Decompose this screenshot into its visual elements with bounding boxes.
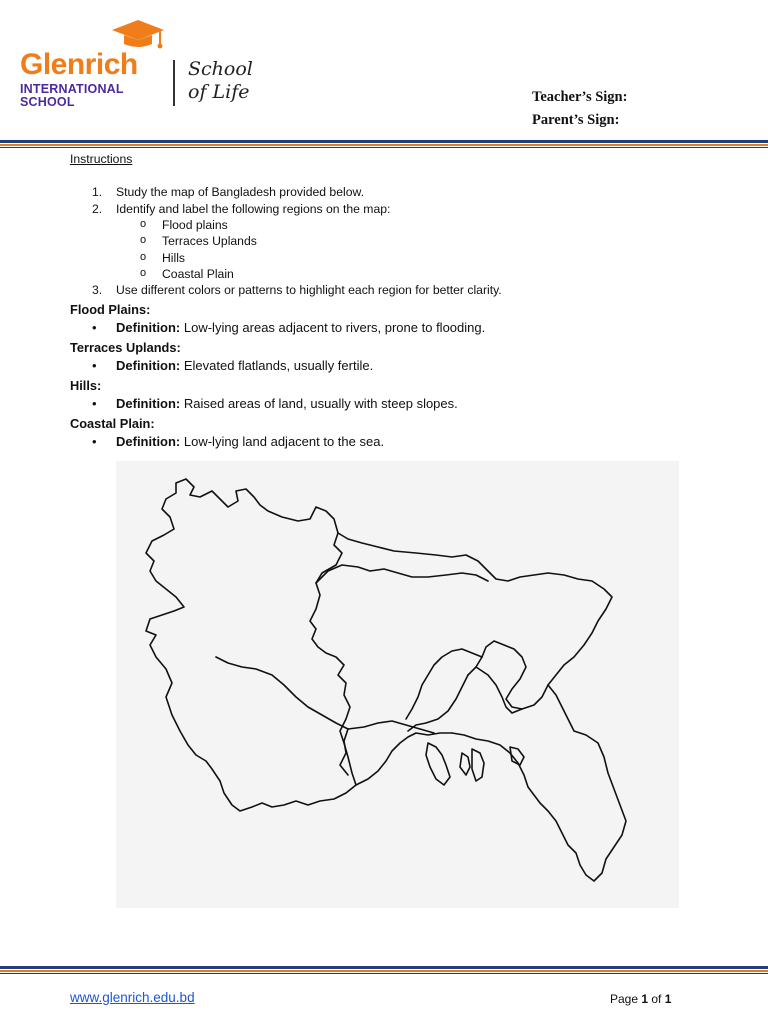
step-text: Identify and label the following regions on the map: — [116, 201, 391, 216]
definition-section — [70, 377, 710, 413]
website-link[interactable]: www.glenrich.edu.bd — [70, 990, 195, 1005]
page-number — [610, 992, 671, 1006]
division-line — [216, 657, 348, 729]
division-line — [406, 649, 482, 719]
sub-bullet: o — [140, 234, 147, 247]
division-line — [408, 675, 468, 731]
northeast-boundary — [338, 533, 612, 709]
logo-subtitle-line1: INTERNATIONAL — [20, 82, 124, 96]
definition-item — [70, 433, 710, 451]
definition-item — [70, 357, 710, 375]
page-prefix: Page — [610, 992, 642, 1006]
sub-bullet: o — [140, 250, 147, 263]
definition-label: Definition: — [116, 395, 181, 411]
bullet-icon: • — [92, 319, 97, 335]
coastal-boundary — [356, 733, 452, 785]
definition-label: Definition: — [116, 319, 181, 335]
logo-subtitle-line2: SCHOOL — [20, 95, 75, 109]
teacher-sign-label: Teacher’s Sign: — [532, 89, 628, 105]
step-number: 3. — [92, 283, 103, 298]
tagline — [188, 58, 253, 104]
division-line — [316, 565, 488, 583]
step-text: Study the map of Bangladesh provided below. — [116, 185, 364, 199]
region-label: Hills — [162, 250, 186, 265]
definition-text: Low-lying areas adjacent to rivers, prone to flooding. — [180, 319, 486, 335]
bangladesh-map — [116, 461, 679, 908]
definition-section — [70, 301, 710, 337]
instruction-step — [70, 201, 710, 218]
region-item — [70, 266, 710, 282]
country-boundary — [146, 479, 356, 811]
bullet-icon: • — [92, 395, 97, 411]
instructions-title: Instructions — [70, 152, 133, 166]
definition-title: Flood Plains: — [70, 301, 151, 317]
bullet-icon: • — [92, 357, 97, 373]
instruction-step — [70, 282, 710, 299]
definition-text: Low-lying land adjacent to the sea. — [180, 433, 385, 449]
island — [426, 743, 450, 785]
division-line — [476, 667, 522, 713]
step-number: 2. — [92, 201, 103, 216]
step-text: Use different colors or patterns to highlight each region for better clarity. — [116, 283, 502, 298]
region-sublist-wrapper — [70, 217, 710, 282]
definition-section — [70, 339, 710, 375]
page-current: 1 — [641, 992, 649, 1006]
graduation-cap-icon — [108, 18, 168, 52]
sub-bullet: o — [140, 266, 147, 279]
logo-name: Glenrich — [20, 48, 138, 81]
definition-label: Definition: — [116, 357, 181, 373]
region-label: Coastal Plain — [162, 266, 234, 281]
definition-title: Terraces Uplands: — [70, 339, 181, 355]
logo-divider — [173, 60, 175, 106]
worksheet-content — [70, 152, 710, 451]
definition-title: Coastal Plain: — [70, 415, 155, 431]
instruction-steps — [70, 184, 710, 299]
header-rule — [0, 140, 768, 150]
tagline-line2: of Life — [188, 81, 250, 103]
definition-section — [70, 415, 710, 451]
definition-item — [70, 319, 710, 337]
school-logo — [18, 18, 178, 110]
footer-rule — [0, 966, 768, 976]
step-number: 1. — [92, 185, 103, 199]
definition-text: Elevated flatlands, usually fertile. — [180, 357, 374, 373]
region-list — [70, 217, 710, 282]
bullet-icon: • — [92, 433, 97, 449]
region-label: Flood plains — [162, 218, 228, 232]
southeast-boundary — [452, 685, 626, 881]
region-item — [70, 233, 710, 249]
definition-item — [70, 395, 710, 413]
division-line — [348, 721, 434, 733]
region-item — [70, 217, 710, 233]
region-label: Terraces Uplands — [162, 234, 257, 249]
tagline-line1: School — [188, 58, 253, 80]
page-of: of — [648, 992, 665, 1006]
definition-title: Hills: — [70, 377, 102, 393]
island — [472, 749, 484, 781]
island — [460, 753, 470, 775]
page-total: 1 — [664, 992, 672, 1006]
definition-text: Raised areas of land, usually with steep slopes. — [180, 395, 458, 411]
bangladesh-outline-map — [116, 461, 679, 908]
region-item — [70, 250, 710, 266]
parent-sign-label: Parent’s Sign: — [532, 112, 620, 128]
definition-label: Definition: — [116, 433, 181, 449]
instruction-step — [70, 184, 710, 201]
sub-bullet: o — [140, 218, 147, 230]
signature-block — [532, 86, 627, 132]
